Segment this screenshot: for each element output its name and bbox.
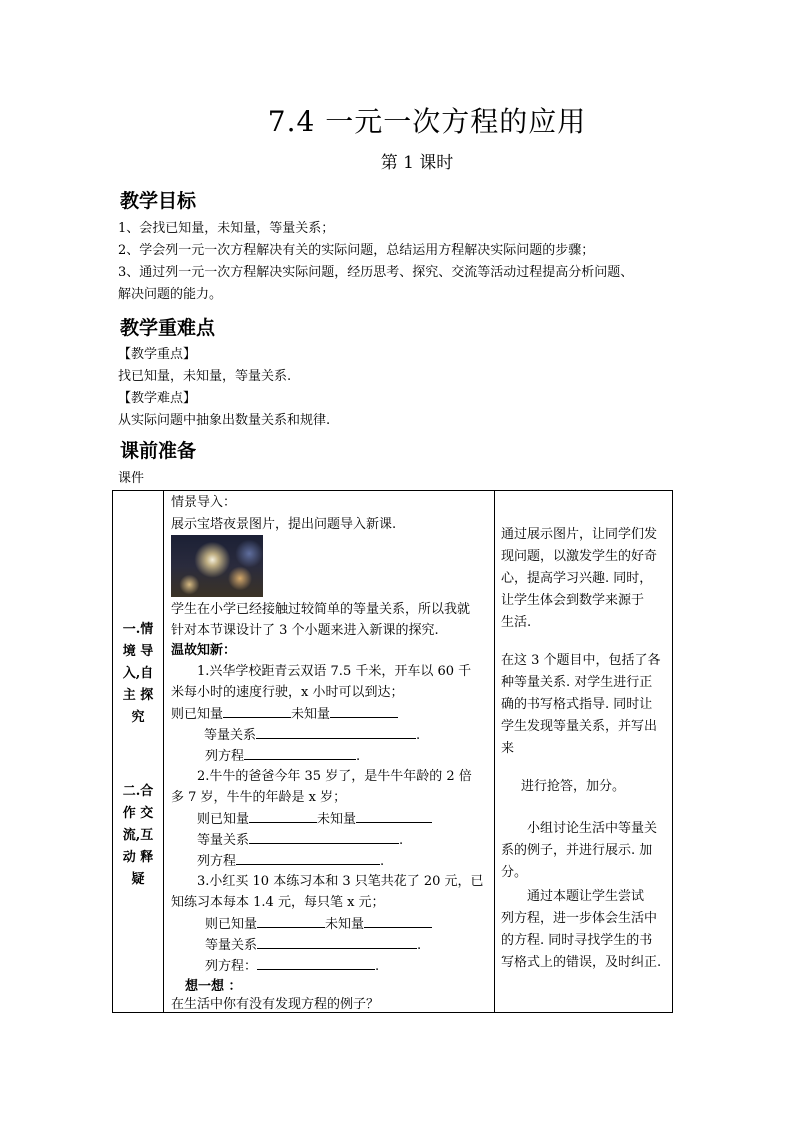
note-line: 通过本题让学生尝试 xyxy=(527,889,645,904)
question-2: 2.牛牛的爸爸今年 35 岁了，是牛牛年龄的 2 倍 xyxy=(197,769,472,784)
note-line: 生活. xyxy=(501,615,532,630)
intro-label: 情景导入： xyxy=(171,495,237,510)
period: . xyxy=(416,728,421,743)
q1-relation xyxy=(204,724,420,747)
equation-label: 列方程 xyxy=(197,854,237,869)
unknown-label: 未知量 xyxy=(291,707,331,722)
answer-blank[interactable] xyxy=(236,850,380,865)
document-title: 7.4 一元一次方程的应用 xyxy=(267,105,587,138)
answer-blank[interactable] xyxy=(256,724,416,739)
note-line: 在这 3 个题目中，包括了各 xyxy=(501,653,661,668)
key-text: 找已知量，未知量，等量关系. xyxy=(118,369,292,384)
question-1: 米每小时的速度行驶，x 小时可以到达； xyxy=(171,685,404,700)
stage-text: 流,互 xyxy=(122,828,154,843)
note-line: 让学生体会到数学来源于 xyxy=(501,593,645,608)
answer-blank[interactable] xyxy=(223,703,291,718)
note-line: 确的书写格式指导. 同时让 xyxy=(501,697,653,712)
equation-label: 列方程 xyxy=(205,749,245,764)
note-line: 写格式上的错误，及时纠正. xyxy=(501,955,662,970)
question-3: 知练习本每本 1.4 元，每只笔 x 元； xyxy=(171,895,385,910)
question-1: 1.兴华学校距青云双语 7.5 千米，开车以 60 千 xyxy=(197,664,472,679)
stage-text: 动 释 xyxy=(122,850,154,865)
goal-line: 1、会找已知量，未知量，等量关系； xyxy=(118,221,335,236)
known-label: 则已知量 xyxy=(205,917,258,932)
goals-list xyxy=(118,218,678,306)
keypoints-block xyxy=(118,344,678,432)
note-line: 分。 xyxy=(501,865,528,880)
note-line: 系的例子，并进行展示. 加 xyxy=(501,843,653,858)
stage-text: 境 导 xyxy=(122,644,154,659)
section-heading-goals: 教学目标 xyxy=(120,190,197,212)
known-label: 则已知量 xyxy=(197,812,250,827)
period: . xyxy=(399,833,404,848)
relation-label: 等量关系 xyxy=(204,728,257,743)
period: . xyxy=(375,959,380,974)
unknown-label: 未知量 xyxy=(317,812,357,827)
section-heading-prep: 课前准备 xyxy=(120,440,197,462)
key-label: 【教学重点】 xyxy=(118,347,197,362)
q1-known-unknown xyxy=(171,703,398,726)
lesson-table xyxy=(112,490,673,1013)
stage-text: 主 探 xyxy=(122,688,154,703)
review-label: 温故知新： xyxy=(171,643,237,658)
goal-line: 3、通过列一元一次方程解决实际问题，经历思考、探究、交流等活动过程提高分析问题、 xyxy=(118,265,634,280)
table-divider xyxy=(494,491,495,1012)
note-line: 小组讨论生活中等量关 xyxy=(527,821,658,836)
q3-equation xyxy=(205,955,379,978)
prep-text: 课件 xyxy=(118,471,145,486)
note-line: 种等量关系. 对学生进行正 xyxy=(501,675,653,690)
goal-line: 2、学会列一元一次方程解决有关的实际问题，总结运用方程解决实际问题的步骤； xyxy=(118,243,595,258)
note-line: 现问题，以激发学生的好奇 xyxy=(501,549,658,564)
note-answer: 进行抢答，加分。 xyxy=(521,779,626,794)
q2-equation xyxy=(197,850,384,873)
stage-text: 究 xyxy=(131,710,145,725)
table-divider xyxy=(163,491,164,1012)
q2-known-unknown xyxy=(197,808,432,831)
relation-label: 等量关系 xyxy=(205,938,258,953)
unknown-label: 未知量 xyxy=(325,917,365,932)
note-line: 来 xyxy=(501,741,515,756)
note-group xyxy=(501,818,671,884)
stage-text: 二.合 xyxy=(122,784,154,799)
intro-text: 展示宝塔夜景图片，提出问题导入新课. xyxy=(171,517,397,532)
after-photo-text: 学生在小学已经接触过较简单的等量关系，所以我就 xyxy=(171,602,471,617)
difficulty-text: 从实际问题中抽象出数量关系和规律. xyxy=(118,413,331,428)
difficulty-label: 【教学难点】 xyxy=(118,391,197,406)
period: . xyxy=(417,938,422,953)
period: . xyxy=(380,854,385,869)
question-2: 多 7 岁，牛牛的年龄是 x 岁； xyxy=(171,790,347,805)
q2-relation xyxy=(197,829,403,852)
stage-1-label xyxy=(113,619,163,729)
q1-equation xyxy=(205,745,360,768)
goal-line: 解决问题的能力。 xyxy=(118,287,223,302)
answer-blank[interactable] xyxy=(257,955,375,970)
answer-blank[interactable] xyxy=(257,913,325,928)
answer-blank[interactable] xyxy=(249,808,317,823)
answer-blank[interactable] xyxy=(330,703,398,718)
note-photo xyxy=(501,524,671,634)
note-questions xyxy=(501,650,671,760)
stage-text: 作 交 xyxy=(122,806,154,821)
known-label: 则已知量 xyxy=(171,707,224,722)
note-line: 的方程. 同时寻找学生的书 xyxy=(501,933,653,948)
note-equation xyxy=(501,886,671,974)
period: . xyxy=(356,749,361,764)
note-line: 心，提高学习兴趣. 同时， xyxy=(501,571,653,586)
question-3: 3.小红买 10 本练习本和 3 只笔共花了 20 元，已 xyxy=(197,874,484,889)
equation-label: 列方程： xyxy=(205,959,258,974)
think-text: 在生活中你有没有发现方程的例子？ xyxy=(171,997,380,1012)
q3-known-unknown xyxy=(205,913,432,936)
stage-text: 入,自 xyxy=(122,666,154,681)
pagoda-night-photo xyxy=(171,535,263,597)
answer-blank[interactable] xyxy=(257,934,417,949)
stage-text: 疑 xyxy=(131,872,145,887)
q3-relation xyxy=(205,934,421,957)
answer-blank[interactable] xyxy=(356,808,432,823)
after-photo-text: 针对本节课设计了 3 个小题来进入新课的探究. xyxy=(171,623,439,638)
answer-blank[interactable] xyxy=(244,745,356,760)
document-subtitle: 第 1 课时 xyxy=(380,153,454,173)
answer-blank[interactable] xyxy=(364,913,432,928)
note-line: 通过展示图片，让同学们发 xyxy=(501,527,658,542)
stage-text: 一.情 xyxy=(122,622,154,637)
note-line: 列方程，进一步体会生活中 xyxy=(501,911,658,926)
answer-blank[interactable] xyxy=(249,829,399,844)
note-line: 学生发现等量关系，并写出 xyxy=(501,719,658,734)
section-heading-keypoints: 教学重难点 xyxy=(120,317,216,339)
stage-2-label xyxy=(113,781,163,891)
think-label: 想一想 ： xyxy=(185,979,242,994)
relation-label: 等量关系 xyxy=(197,833,250,848)
